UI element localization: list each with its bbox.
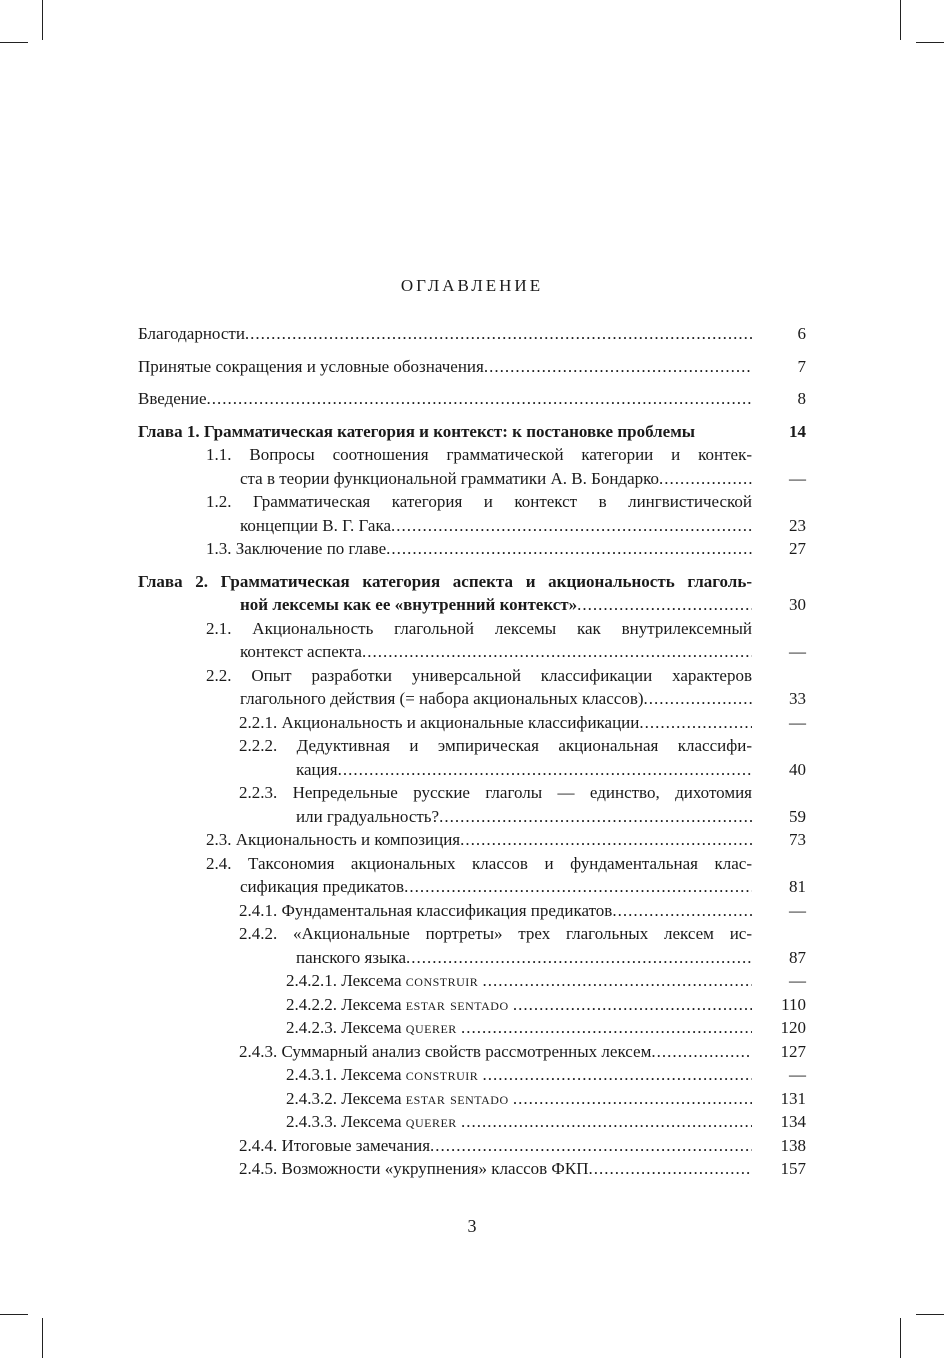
toc-entry-title: 2.4.3. Суммарный анализ свойств рассмотренных лексем — [239, 1041, 652, 1061]
toc-entry-title: 2.4.3.2. Лексема — [286, 1088, 406, 1108]
toc-entry-title: 1.2. Грамматическая категория и контекст в лингвистической — [206, 492, 752, 511]
crop-mark — [900, 1318, 901, 1358]
toc-page-number: 73 — [789, 830, 806, 849]
toc-page-number: 87 — [789, 947, 806, 967]
toc-entry[interactable] — [138, 322, 806, 346]
toc-entry[interactable] — [138, 899, 806, 923]
toc-page-number: 27 — [789, 539, 806, 558]
toc-entry-title: 2.2. Опыт разработки универсальной классификации характеров — [206, 665, 752, 685]
toc-entry[interactable] — [138, 828, 806, 852]
toc-entry-title: 2.1. Акциональность глагольной лексемы как внутрилексемный — [206, 618, 752, 638]
toc-entry-title: 2.4.5. Возможности «укрупнения» классов ФКП — [239, 1159, 589, 1178]
crop-mark — [0, 42, 28, 43]
page-number: 3 — [467, 1216, 477, 1236]
toc-chapter-entry[interactable] — [138, 420, 806, 444]
toc-page-number: 120 — [780, 1018, 806, 1037]
toc-entry[interactable] — [138, 355, 806, 379]
toc-entry-title: панского языка — [296, 947, 406, 967]
toc-entry[interactable] — [138, 1040, 806, 1064]
toc-page-number: — — [789, 971, 806, 990]
toc-page-number: 14 — [789, 421, 806, 441]
toc-entry-title: концепции В. Г. Гака — [240, 515, 392, 535]
toc-page-number: 40 — [789, 759, 806, 779]
lexeme-name: construir — [405, 971, 479, 990]
toc-entry-title: 2.4. Таксономия акциональных классов и фундаментальная клас- — [206, 853, 752, 873]
toc-entry[interactable] — [138, 1063, 806, 1087]
toc-entry-title: Глава 2. Грамматическая категория аспекта и акциональность глаголь- — [138, 571, 752, 591]
toc-entry[interactable] — [138, 617, 806, 664]
toc-entry[interactable] — [138, 537, 806, 561]
crop-mark — [916, 42, 944, 43]
toc-entry-title: 1.3. Заключение по главе — [206, 539, 387, 558]
toc-entry-title: 2.4.4. Итоговые замечания — [239, 1135, 431, 1155]
toc-page-number: 6 — [797, 324, 806, 343]
toc-entry[interactable] — [138, 1134, 806, 1158]
toc-entry[interactable] — [138, 443, 806, 490]
toc-entry[interactable] — [138, 1110, 806, 1134]
toc-entry-title: контекст аспекта — [240, 642, 362, 661]
toc-page-number: 33 — [789, 689, 806, 708]
toc-page-number: 157 — [780, 1159, 806, 1178]
toc-entry-title: 2.4.3.1. Лексема — [286, 1065, 406, 1084]
toc-entry-title: глагольного действия (= набора акциональных классов) — [240, 689, 644, 708]
toc-entry[interactable] — [138, 852, 806, 899]
toc-entry-title: 1.1. Вопросы соотношения грамматической категории и контек- — [206, 445, 752, 464]
lexeme-name: construir — [405, 1065, 479, 1084]
toc-entry[interactable] — [138, 387, 806, 411]
toc-entry-title: кация — [296, 759, 338, 779]
toc-entry[interactable] — [138, 734, 806, 781]
table-of-contents — [138, 322, 806, 1181]
toc-page-number: — — [789, 712, 806, 732]
toc-entry-title: 2.2.3. Непредельные русские глаголы — единство, дихотомия — [239, 783, 752, 802]
crop-mark — [900, 0, 901, 40]
toc-page-number: — — [789, 1065, 806, 1084]
toc-page-number: 7 — [797, 356, 806, 376]
toc-page-number: 8 — [797, 389, 806, 408]
toc-entry[interactable] — [138, 922, 806, 969]
toc-entry[interactable] — [138, 969, 806, 993]
lexeme-name: querer — [405, 1018, 457, 1037]
lexeme-name: estar sentado — [405, 994, 509, 1014]
toc-entry-title: 2.4.1. Фундаментальная классификация предикатов — [239, 900, 613, 920]
toc-entry[interactable] — [138, 781, 806, 828]
crop-mark — [0, 1314, 28, 1315]
toc-entry-title: 2.2.1. Акциональность и акциональные классификации — [239, 712, 640, 732]
toc-entry-title: ста в теории функциональной грамматики А. В. Бондарко — [240, 468, 660, 488]
toc-entry-title: 2.4.3.3. Лексема — [286, 1112, 406, 1131]
toc-entry-title: сификация предикатов — [240, 877, 405, 896]
toc-entry-title: 2.3. Акциональность и композиция — [206, 830, 461, 849]
toc-page-number: 127 — [780, 1041, 806, 1061]
crop-mark — [42, 1318, 43, 1358]
toc-page-number: 30 — [789, 595, 806, 614]
toc-page-number: 81 — [789, 877, 806, 896]
toc-entry[interactable] — [138, 993, 806, 1017]
toc-entry-title: Введение — [138, 389, 207, 408]
toc-entry-title: 2.4.2.1. Лексема — [286, 971, 406, 990]
toc-entry[interactable] — [138, 1087, 806, 1111]
toc-page-number: 134 — [780, 1112, 806, 1131]
toc-page-number: — — [789, 642, 806, 661]
toc-entry-title: 2.2.2. Дедуктивная и эмпирическая акциональная классифи- — [239, 736, 752, 755]
toc-page-number: 110 — [781, 994, 806, 1014]
toc-entry-title: 2.4.2.2. Лексема — [286, 994, 406, 1014]
toc-entry-title: Благодарности — [138, 324, 245, 343]
toc-page-number: — — [789, 900, 806, 920]
toc-page-number: 138 — [780, 1135, 806, 1155]
toc-entry[interactable] — [138, 711, 806, 735]
crop-mark — [42, 0, 43, 40]
toc-entry[interactable] — [138, 1157, 806, 1181]
toc-entry-title: 2.4.2.3. Лексема — [286, 1018, 406, 1037]
toc-entry[interactable] — [138, 664, 806, 711]
toc-entry-title: 2.4.2. «Акциональные портреты» трех глагольных лексем ис- — [239, 924, 752, 943]
toc-page-number: — — [789, 468, 806, 488]
toc-page-number: 59 — [789, 806, 806, 826]
toc-entry-title: или градуальность? — [296, 806, 440, 826]
crop-mark — [916, 1314, 944, 1315]
toc-chapter-entry[interactable] — [138, 570, 806, 617]
lexeme-name: estar sentado — [405, 1088, 509, 1108]
lexeme-name: querer — [405, 1112, 457, 1131]
toc-page-number: 131 — [780, 1088, 806, 1108]
toc-entry[interactable] — [138, 490, 806, 537]
toc-entry-title: Глава 1. Грамматическая категория и контекст: к постановке проблемы — [138, 421, 696, 441]
toc-entry-title: ной лексемы как ее «внутренний контекст» — [240, 595, 578, 614]
toc-entry-title: Принятые сокращения и условные обозначения — [138, 356, 484, 376]
toc-page-number: 23 — [789, 515, 806, 535]
toc-entry[interactable] — [138, 1016, 806, 1040]
page-title: ОГЛАВЛЕНИЕ — [400, 276, 544, 295]
